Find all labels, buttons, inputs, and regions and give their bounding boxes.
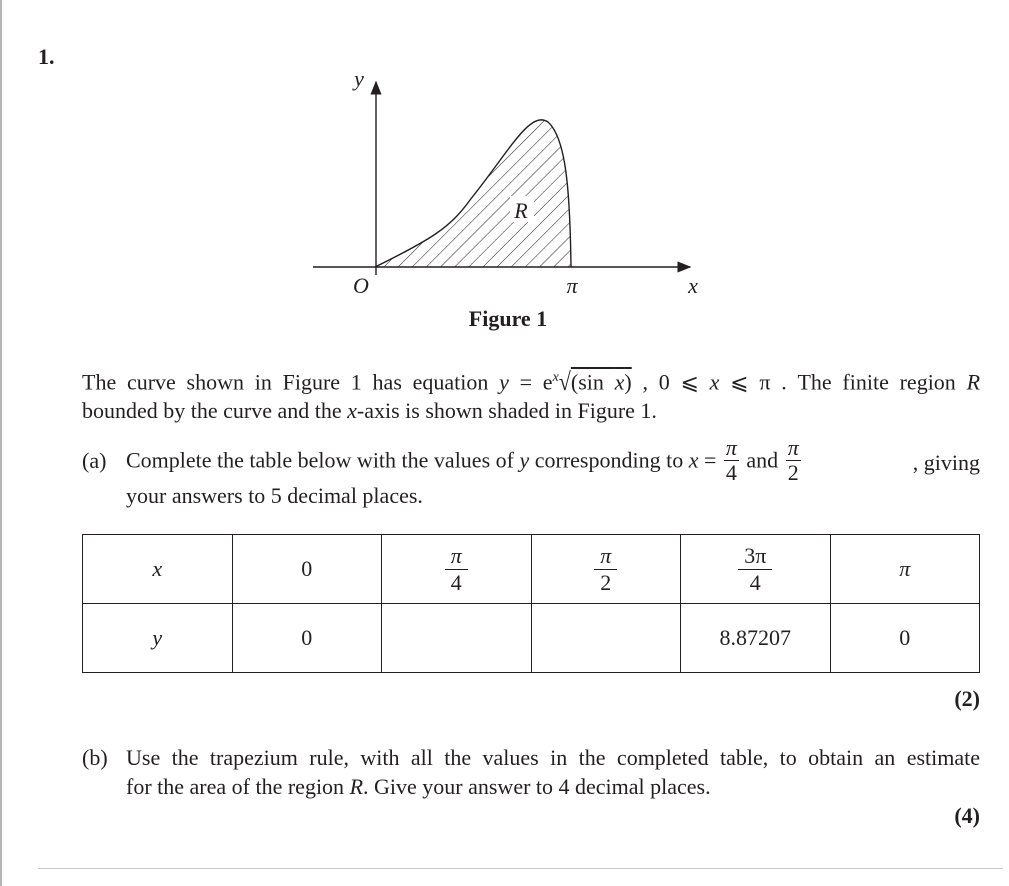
table-cell-x0: 0 bbox=[232, 535, 382, 604]
part-a-line-2: your answers to 5 decimal places. bbox=[126, 483, 423, 508]
fraction-pi-over-4: $\frac{\pi}{4}$ bbox=[725, 435, 737, 485]
part-a-label: (a) bbox=[82, 447, 107, 473]
values-table bbox=[82, 534, 980, 673]
origin-label: O bbox=[353, 273, 369, 298]
table-cell-x2: $\frac{\pi}{2}$ bbox=[531, 535, 681, 604]
intro-line-1: The curve shown in Figure 1 has equation $y = e^x√(\sin$ x) , 0 ⩽ x ⩽ π . The finite region R bbox=[82, 363, 980, 396]
page-bottom-divider bbox=[38, 868, 1003, 869]
part-b-label: (b) bbox=[82, 745, 108, 770]
shaded-region-r bbox=[375, 120, 571, 267]
table-cell-y0: 0 bbox=[232, 604, 382, 673]
part-a-marks: (2) bbox=[954, 686, 980, 711]
table-row-y bbox=[83, 604, 980, 673]
table-cell-y3: 8.87207 bbox=[681, 604, 831, 673]
table-cell-y2[interactable] bbox=[531, 604, 681, 673]
intro-paragraph bbox=[82, 363, 980, 425]
part-b bbox=[82, 743, 980, 801]
fraction-pi-over-2: $\frac{\pi}{2}$ bbox=[787, 435, 799, 485]
table-header-y: y bbox=[83, 604, 233, 673]
question-number: 1. bbox=[38, 44, 55, 69]
intro-line-2: bounded by the curve and the x-axis is shown shaded in Figure 1. bbox=[82, 398, 657, 424]
table-cell-x4: π bbox=[830, 535, 980, 604]
x-axis-label: x bbox=[688, 273, 698, 298]
table-cell-x1: $\frac{\pi}{4}$ bbox=[382, 535, 532, 604]
sqrt-icon: √ bbox=[558, 367, 571, 397]
part-a bbox=[82, 435, 980, 510]
part-b-line-2: for the area of the region R. Give your answer to 4 decimal places. bbox=[126, 774, 711, 799]
part-b-marks: (4) bbox=[954, 803, 980, 828]
pi-tick-label: π bbox=[566, 273, 578, 298]
table-cell-x3: $\frac{3\pi}{4}$ bbox=[681, 535, 831, 604]
figure-caption: Figure 1 bbox=[468, 306, 548, 331]
region-label: R bbox=[514, 198, 528, 223]
part-b-line-1: (b) Use the trapezium rule, with all the values in the completed table, to obtain an estimate bbox=[82, 745, 980, 770]
part-a-line-1: (a) Complete the table below with the values of y corresponding to x = $\frac{\pi}{4}$ and $\frac{\pi}{2}$ , giving bbox=[82, 435, 980, 485]
table-row-x bbox=[83, 535, 980, 604]
table-header-x: x bbox=[83, 535, 233, 604]
y-axis-label: y bbox=[354, 66, 364, 91]
figure-1-graph bbox=[0, 0, 1009, 340]
table-cell-y1[interactable] bbox=[382, 604, 532, 673]
table-cell-y4: 0 bbox=[830, 604, 980, 673]
